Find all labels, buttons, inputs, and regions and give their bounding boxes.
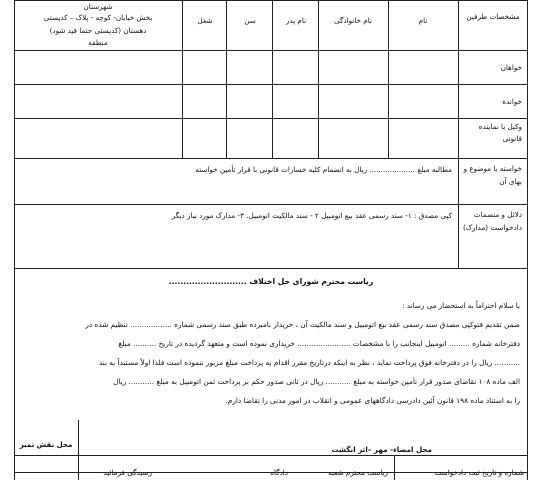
column-divider [226,0,227,158]
job-header: شغل [197,16,213,25]
family-name-header: نام خانوادگی [334,16,372,25]
claim-text: مطالبه مبلغ .................... ریال به انضمام کلیه خسارات قانونی با قرار تأمین خواسته [195,165,452,174]
claimant-label: خواهان [500,63,522,72]
body-line: ضمن تقدیم فتوکپی مصدق سند رسمی عقد بیع اتومبیل و سند مالکیت آن ، خریدار نامبرده طبق سند رسمی شماره .................. تنظیم شده در [85,320,520,329]
column-divider [318,0,319,158]
column-divider [388,0,389,158]
body-line: دفترخانه شماره ......... اتومبیل اینجانب را با مشخصات ....................... خریداری نموده است و متعهد گردیده در تاریخ .......... مبلغ [118,339,520,348]
father-name-header: نام پدر [285,16,307,25]
registration-number-label: شماره و تاریخ ثبت دادخواست [434,468,524,477]
body-line: را به استناد ماده ۱۹۸ قانون آئین دادرسی دادگاههای عمومی و انقلاب در امور مدنی را تقاضا دارم. [225,396,520,405]
column-divider [182,0,183,158]
address-header-line3: دهستان (کدپستی حتما قید شود) [49,26,147,35]
rule [14,455,528,456]
body-line: ........... ریال را در دفترخانه فوق پرداخت نماید ، نظر به اینکه درتاریخ مقرر اقدام به پرداخت مبلغ مزبور ننموده است فلذا اولاً مستنداً به بند [98,358,520,367]
body-line: الف ماده ۱۰۸ تقاضای صدور قرار تأمین خواسته به مبلغ ........... ریال در ثانی صدور حکم بر پرداخت ثمن اتومبیل به مبلغ ........... ریال [113,377,520,386]
claim-label: خواسته یا موضوع و بهای آن [463,164,522,186]
rule [14,84,528,85]
parties-header: مشخصات طرفین [466,12,520,21]
column-divider [78,420,79,480]
rule [14,204,528,205]
column-divider [272,0,273,158]
review-label: رسیدگی فرمائید [103,468,152,477]
rule [14,0,528,1]
address-header-line2: بخش خیابان- کوچه - پلاک – کدپستی [43,13,153,22]
branch-label: ریاست محترم شعبه [328,468,388,477]
column-divider [458,0,459,268]
name-header: نام [418,16,428,25]
address-header-line1: شهرستان [83,2,113,11]
rule [14,158,528,159]
rule [14,118,528,119]
evidence-text: کپی مصدق : ۱- سند رسمی عقد بیع اتومبیل ۲ - سند مالکیت اتومبیل. ۳- مدارک مورد نیاز دیگر [171,211,452,220]
rule [14,268,528,269]
stamp-label: محل نقش تمبر [19,441,73,449]
address-header-line4: منطقه [88,38,108,47]
form-frame [14,0,528,480]
rule [14,50,528,51]
signature-label: محل امضاء- مهر –اثر انگشت [331,445,432,454]
address-title: ریاست محترم شورای حل اختلاف ........................... [168,277,374,286]
age-header: سن [244,16,256,25]
defendant-label: خوانده [502,97,522,106]
greeting: با سلام احتراماً به استحضار می رساند : [402,301,520,310]
evidence-label: دلائل و منضمات دادخواست (مدارک) [462,210,522,232]
lawyer-label: وکیل یا نماینده قانونی [478,122,522,143]
court-label: دادگاه [270,468,288,477]
petition-form [14,0,528,480]
